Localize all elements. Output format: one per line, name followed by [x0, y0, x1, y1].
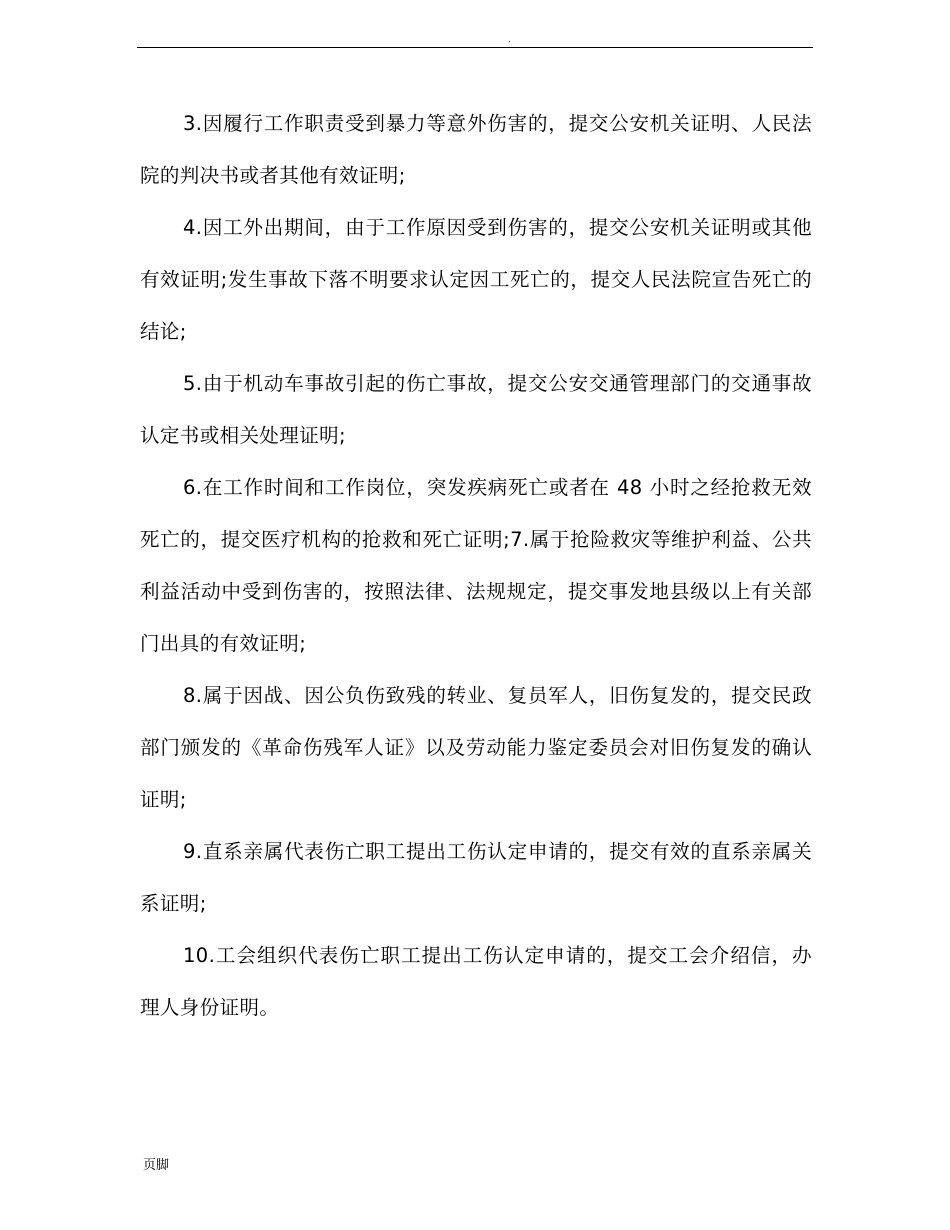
paragraph-3: 3.因履行工作职责受到暴力等意外伤害的，提交公安机关证明、人民法院的判决书或者其他有效证明; — [140, 112, 812, 187]
paragraph-9: 9.直系亲属代表伤亡职工提出工伤认定申请的，提交有效的直系亲属关系证明; — [140, 840, 812, 915]
header-rule — [137, 47, 813, 48]
page-footer: 页脚 — [143, 1158, 170, 1173]
paragraph-10: 10.工会组织代表伤亡职工提出工伤认定申请的，提交工会介绍信，办理人身份证明。 — [140, 944, 812, 1019]
paragraph-5: 5.由于机动车事故引起的伤亡事故，提交公安交通管理部门的交通事故认定书或相关处理证明; — [140, 372, 812, 447]
document-body — [140, 98, 812, 1034]
header-mark: . — [508, 35, 511, 44]
paragraph-8: 8.属于因战、因公负伤致残的转业、复员军人，旧伤复发的，提交民政部门颁发的《革命伤残军人证》以及劳动能力鉴定委员会对旧伤复发的确认证明; — [140, 684, 812, 811]
paragraph-4: 4.因工外出期间，由于工作原因受到伤害的，提交公安机关证明或其他有效证明;发生事故下落不明要求认定因工死亡的，提交人民法院宣告死亡的结论; — [140, 216, 812, 343]
paragraph-6: 6.在工作时间和工作岗位，突发疾病死亡或者在 48 小时之经抢救无效死亡的，提交医疗机构的抢救和死亡证明;7.属于抢险救灾等维护利益、公共利益活动中受到伤害的，按照法律、法规规定，提交事发地县级以上有关部门出具的有效证明; — [140, 476, 812, 655]
